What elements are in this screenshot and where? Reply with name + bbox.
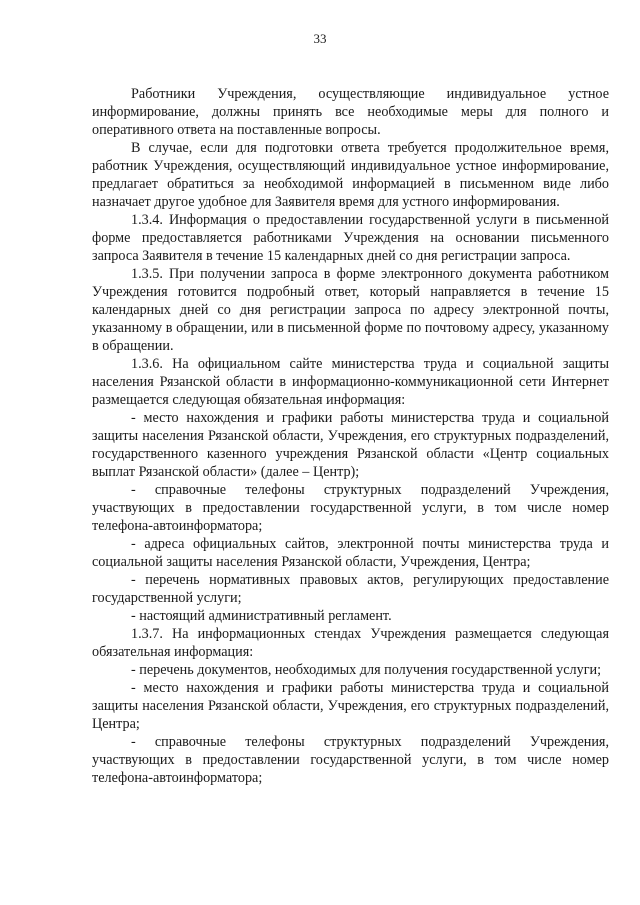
paragraph: 1.3.4. Информация о предоставлении государственной услуги в письменной форме предоставляется работниками Учреждения на основании письменного запроса Заявителя в течение 15 календарных дней со дня регистрации запроса. — [92, 212, 609, 264]
paragraph: 1.3.6. На официальном сайте министерства труда и социальной защиты населения Рязанской области в информационно-коммуникационной сети Интернет размещается следующая обязательная информация: — [92, 356, 609, 408]
paragraph: В случае, если для подготовки ответа требуется продолжительное время, работник Учреждения, осуществляющий индивидуальное устное информирование, предлагает обратиться за необходимой информацией в письменном виде либо назначает другое удобное для Заявителя время для устного информирования. — [92, 140, 609, 210]
list-item: - место нахождения и графики работы министерства труда и социальной защиты населения Рязанской области, Учреждения, его структурных подразделений, Центра; — [92, 680, 609, 732]
paragraph: Работники Учреждения, осуществляющие индивидуальное устное информирование, должны принять все необходимые меры для полного и оперативного ответа на поставленные вопросы. — [92, 86, 609, 138]
list-item: - адреса официальных сайтов, электронной почты министерства труда и социальной защиты населения Рязанской области, Учреждения, Центра; — [92, 536, 609, 570]
document-body — [92, 85, 609, 787]
list-item: - настоящий административный регламент. — [131, 608, 392, 624]
list-item: - перечень нормативных правовых актов, регулирующих предоставление государственной услуги; — [92, 572, 609, 606]
list-item: - перечень документов, необходимых для получения государственной услуги; — [131, 662, 602, 678]
list-item: - справочные телефоны структурных подразделений Учреждения, участвующих в предоставлении государственной услуги, в том числе номер телефона-автоинформатора; — [92, 482, 609, 534]
list-item: - место нахождения и графики работы министерства труда и социальной защиты населения Рязанской области, Учреждения, его структурных подразделений, государственного казенного учреждения Рязанской области «Центр социальных выплат Рязанской области» (далее – Центр); — [92, 410, 609, 480]
page-number: 33 — [313, 31, 327, 46]
paragraph: 1.3.5. При получении запроса в форме электронного документа работником Учреждения готовится подробный ответ, который направляется в течение 15 календарных дней со дня регистрации запроса по адресу электронной почты, указанному в обращении, или в письменной форме по почтовому адресу, указанному в обращении. — [92, 266, 609, 354]
paragraph: 1.3.7. На информационных стендах Учреждения размещается следующая обязательная информация: — [92, 626, 609, 660]
list-item: - справочные телефоны структурных подразделений Учреждения, участвующих в предоставлении государственной услуги, в том числе номер телефона-автоинформатора; — [92, 734, 609, 786]
